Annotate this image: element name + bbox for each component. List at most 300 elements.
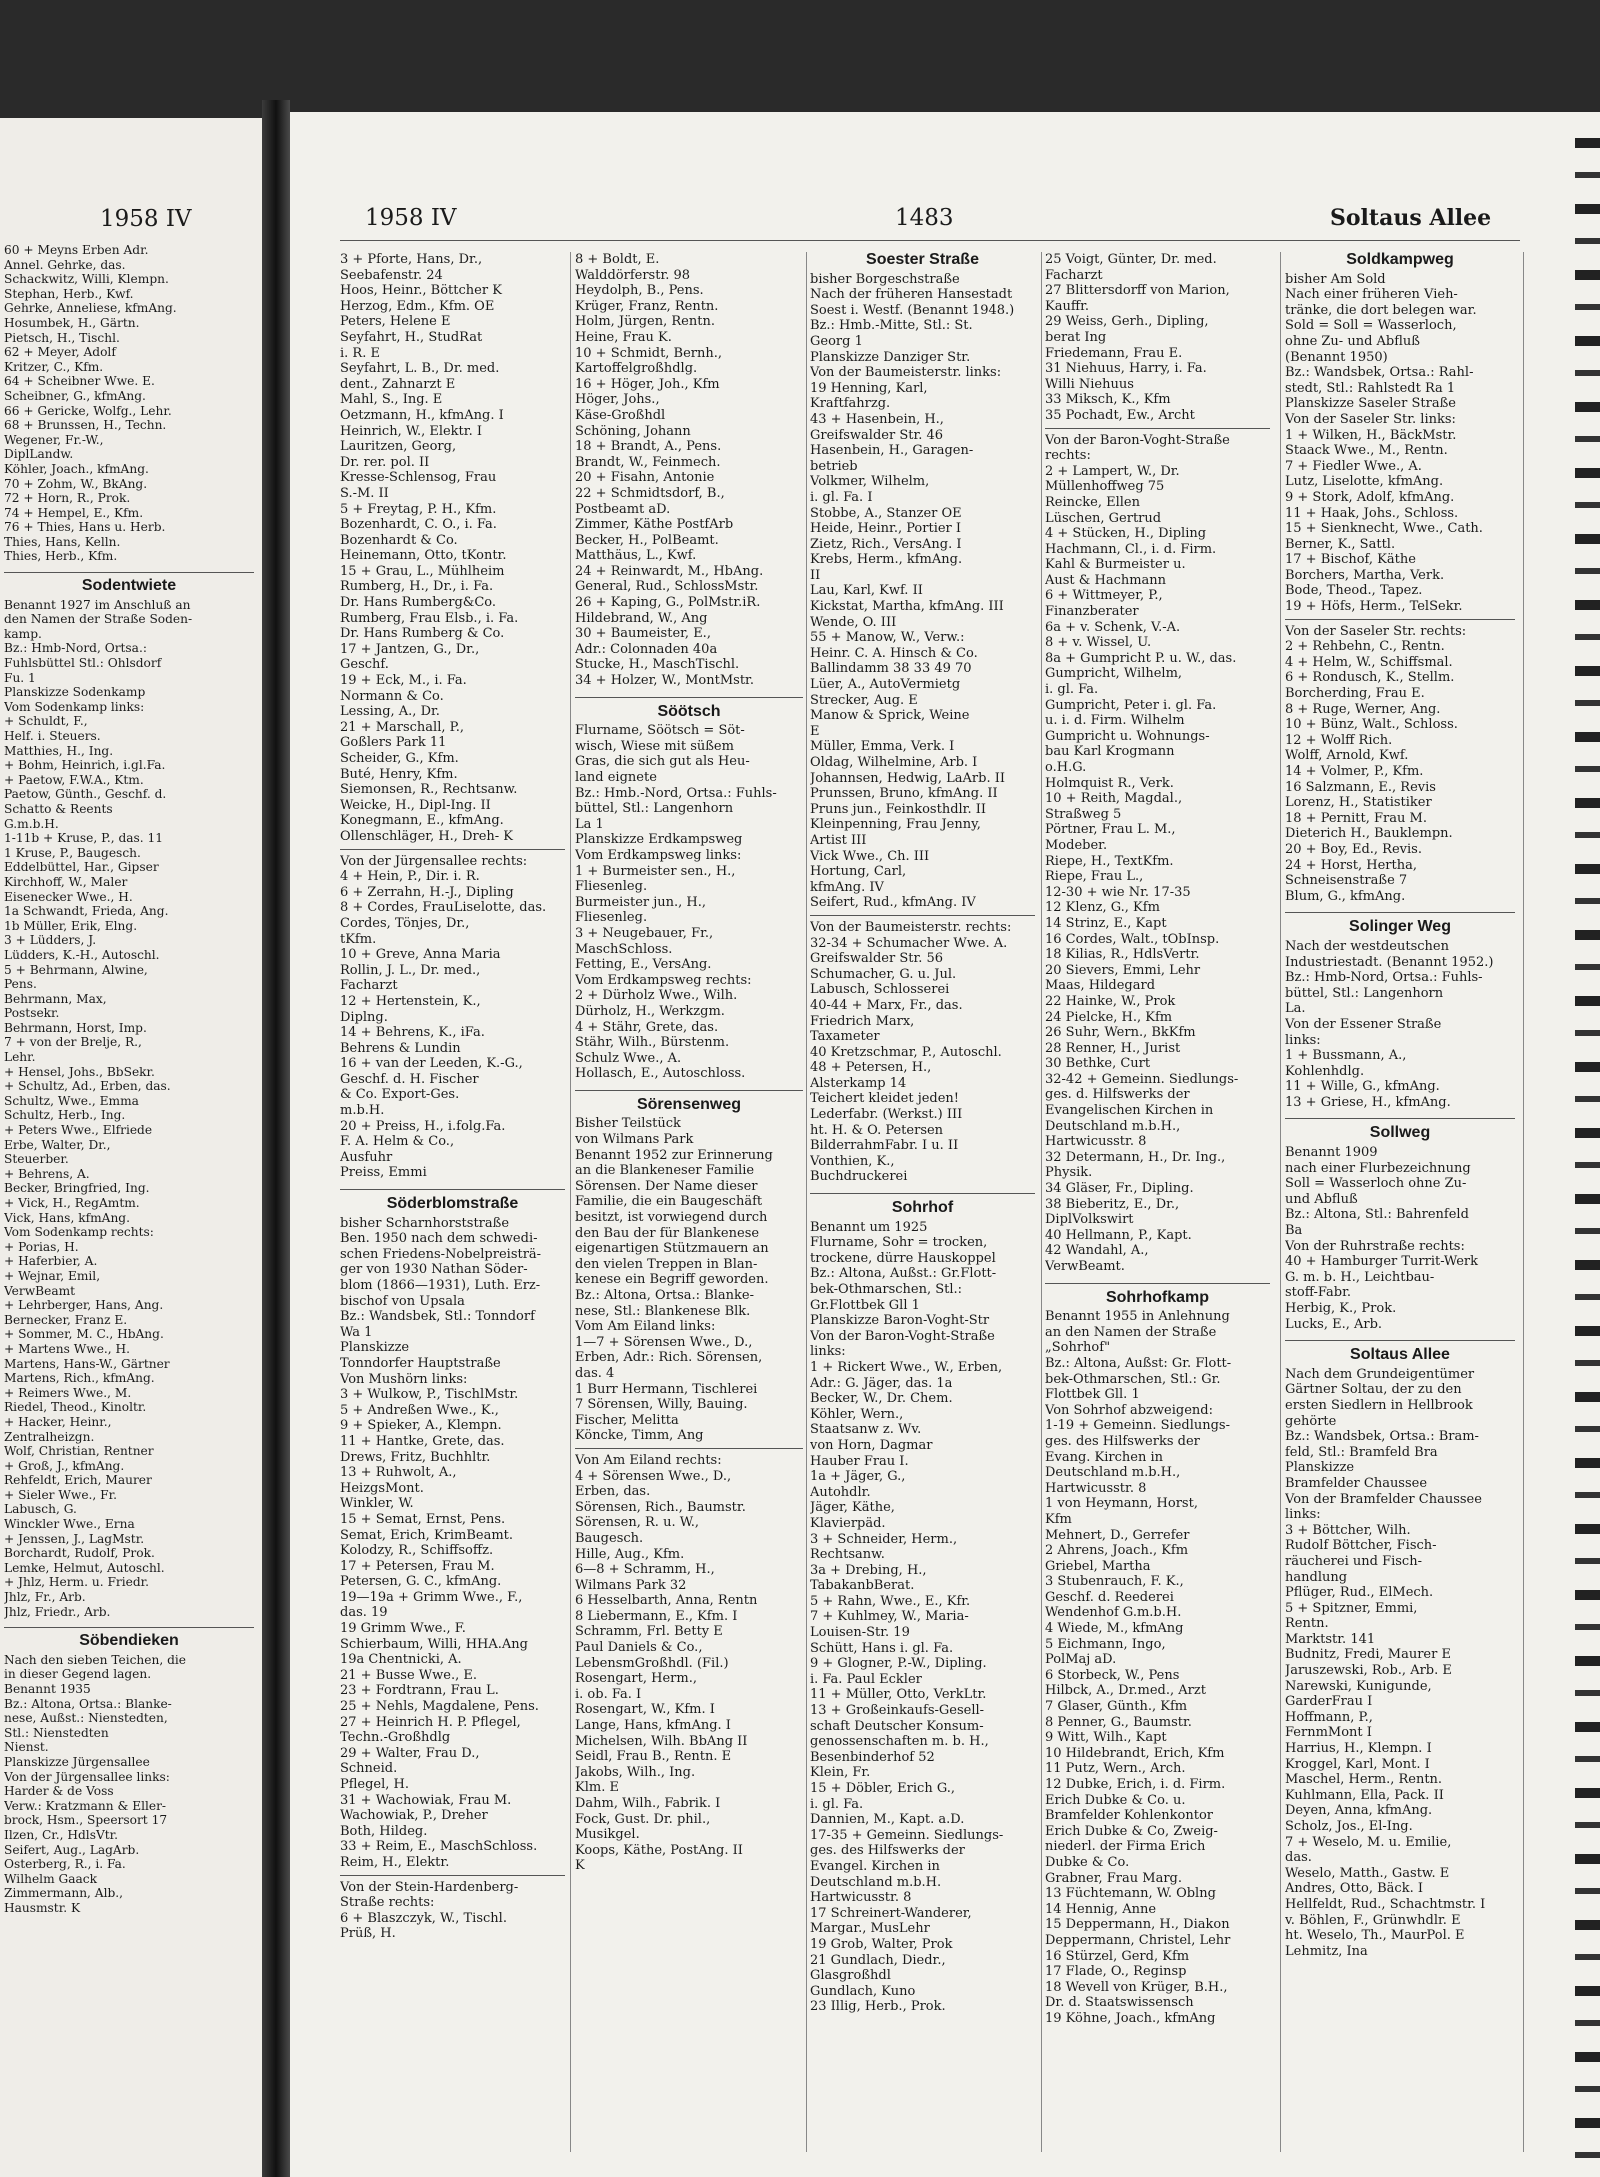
directory-entry: nese, Außst.: Nienstedten,	[4, 1711, 168, 1726]
directory-entry: Buté, Henry, Kfm.	[340, 766, 458, 782]
directory-entry: Holmquist R., Verk.	[1045, 775, 1174, 791]
directory-entry: 6 + Rondusch, K., Stellm.	[1285, 670, 1455, 686]
directory-entry: 15 Deppermann, H., Diakon	[1045, 1917, 1230, 1933]
directory-entry: Von der Baron-Voght-Straße	[1045, 432, 1230, 448]
directory-entry: 1a + Jäger, G.,	[810, 1469, 906, 1485]
street-heading: Soester Straße	[866, 252, 979, 268]
directory-entry: 1 + Rickert Wwe., W., Erben,	[810, 1359, 1003, 1375]
directory-entry: Deppermann, Christel, Lehr	[1045, 1932, 1231, 1948]
directory-entry: und Abfluß	[1285, 1191, 1358, 1207]
directory-entry: Mahl, S., Ing. E	[340, 392, 443, 408]
directory-entry: 12 Klenz, G., Kfm	[1045, 900, 1160, 916]
directory-entry: Semat, Erich, KrimBeamt.	[340, 1527, 514, 1543]
directory-entry: + Reimers Wwe., M.	[4, 1385, 132, 1400]
directory-entry: MaschSchloss.	[575, 941, 673, 957]
directory-entry: 16 + van der Leeden, K.-G.,	[340, 1056, 523, 1072]
directory-entry: Lüschen, Gertrud	[1045, 510, 1162, 526]
directory-entry: ersten Siedlern in Hellbrook	[1285, 1397, 1473, 1413]
directory-entry: Von der Ruhrstraße rechts:	[1285, 1238, 1465, 1254]
directory-entry: Vom Erdkampsweg links:	[575, 847, 742, 863]
directory-entry: i. gl. Fa.	[1045, 682, 1099, 698]
directory-entry: 1 von Heymann, Horst,	[1045, 1496, 1198, 1512]
directory-entry: Dubke & Co.	[1045, 1854, 1130, 1870]
directory-entry: Vick Wwe., Ch. III	[810, 848, 930, 864]
directory-entry: Greifswalder Str. 56	[810, 951, 944, 967]
directory-entry: Seyfahrt, L. B., Dr. med.	[340, 361, 500, 377]
directory-entry: Becker, W., Dr. Chem.	[810, 1391, 953, 1407]
directory-entry: Marktstr. 141	[1285, 1631, 1376, 1647]
directory-entry: Martens, Rich., kfmAng.	[4, 1371, 155, 1386]
directory-entry: Von Sohrhof abzweigend:	[1045, 1402, 1213, 1418]
directory-entry: bisher Am Sold	[1285, 271, 1386, 287]
directory-entry: Zimmer, Käthe PostfArb	[575, 517, 734, 533]
directory-entry: Bramfelder Chaussee	[1285, 1475, 1428, 1491]
directory-entry: Normann & Co.	[340, 688, 444, 704]
directory-entry: land eignete	[575, 770, 657, 785]
directory-entry: Kahl & Burmeister u.	[1045, 557, 1186, 573]
directory-entry: 8 + Cordes, FrauLiselotte, das.	[340, 900, 547, 916]
directory-entry: Köhler, Wern.,	[810, 1406, 904, 1422]
directory-entry: Fu. 1	[4, 670, 36, 685]
directory-entry: 38 Bieberitz, E., Dr.,	[1045, 1196, 1180, 1212]
directory-entry: Krebs, Herm., kfmAng.	[810, 552, 963, 568]
street-heading: Sörensenweg	[575, 1090, 803, 1113]
directory-entry: 16 Cordes, Walt., tObInsp.	[1045, 931, 1220, 947]
directory-entry: 9 Witt, Wilh., Kapt	[1045, 1730, 1167, 1746]
directory-entry: in dieser Gegend lagen.	[4, 1667, 152, 1682]
directory-entry: m.b.H.	[340, 1103, 385, 1119]
directory-entry: besitzt, ist vorwiegend durch	[575, 1210, 768, 1226]
directory-entry: 17 + Bischof, Käthe	[1285, 552, 1416, 568]
directory-entry: Oldag, Wilhelmine, Arb. I	[810, 755, 978, 770]
directory-entry: Soest i. Westf. (Benannt 1948.)	[810, 302, 1015, 318]
directory-entry: Adr.: Colonnaden 40a	[575, 641, 718, 657]
directory-entry: Postbeamt aD.	[575, 501, 671, 517]
directory-entry: 1-11b + Kruse, P., das. 11	[4, 831, 164, 846]
directory-entry: 19a Chentnicki, A.	[340, 1652, 462, 1668]
directory-entry: Geschf. d. Reederei	[1045, 1589, 1174, 1605]
directory-entry: 18 + Brandt, A., Pens.	[575, 439, 722, 455]
directory-entry: Nach der westdeutschen	[1285, 938, 1449, 954]
column-divider	[1523, 252, 1524, 2152]
directory-entry: Klavierpäd.	[810, 1515, 886, 1531]
directory-entry: bisher Borgeschstraße	[810, 271, 960, 287]
directory-entry: Planskizze	[1285, 1460, 1355, 1476]
directory-entry: 24 + Reinwardt, M., HbAng.	[575, 563, 764, 579]
directory-entry: Wa 1	[340, 1324, 373, 1340]
directory-entry: 31 + Wachowiak, Frau M.	[340, 1792, 512, 1808]
directory-entry: Zentralheizgn.	[4, 1429, 95, 1444]
directory-entry: Hartwicusstr. 8	[1045, 1480, 1147, 1496]
directory-entry: Gärtner Soltau, der zu den	[1285, 1382, 1462, 1398]
directory-entry: Lüer, A., AutoVermietg	[810, 677, 961, 693]
directory-entry: ges. des Hilfswerks der	[810, 1843, 965, 1859]
directory-entry: 15 + Grau, L., Mühlheim	[340, 563, 505, 579]
directory-entry: Bz.: Altona, Außst.: Gr.Flott-	[810, 1266, 997, 1282]
directory-entry: Fetting, E., VersAng.	[575, 957, 712, 973]
directory-entry: 14 Strinz, E., Kapt	[1045, 915, 1167, 931]
directory-entry: Von der Baumeisterstr. links:	[810, 365, 1002, 381]
directory-entry: Rosengart, Herm.,	[575, 1671, 697, 1687]
directory-entry: Pruns jun., Feinkosthdlr. II	[810, 801, 986, 817]
directory-entry: + Wejnar, Emil,	[4, 1268, 101, 1283]
directory-entry: Herbig, K., Prok.	[1285, 1301, 1397, 1316]
directory-entry: bau Karl Krogmann	[1045, 744, 1175, 760]
directory-entry: + Schultz, Ad., Erben, das.	[4, 1079, 171, 1094]
directory-entry: 6 Hesselbarth, Anna, Rentn	[575, 1593, 758, 1609]
directory-entry: + Martens Wwe., H.	[4, 1341, 131, 1356]
directory-entry: Greifswalder Str. 46	[810, 427, 944, 443]
directory-entry: 8 + Boldt, E.	[575, 252, 660, 267]
directory-entry: Willi Niehuus	[1045, 376, 1134, 392]
directory-entry: Benannt um 1925	[810, 1219, 928, 1235]
directory-entry: Lauritzen, Georg,	[340, 439, 457, 455]
directory-entry: Ballindamm 38 33 49 70	[810, 661, 972, 677]
directory-entry: 72 + Horn, R., Prok.	[4, 491, 131, 506]
directory-entry: Facharzt	[340, 978, 398, 994]
directory-entry: Hellfeldt, Rud., Schachtmstr. I	[1285, 1896, 1486, 1912]
directory-entry: Schumacher, G. u. Jul.	[810, 966, 957, 982]
directory-entry: Vick, Hans, kfmAng.	[4, 1210, 130, 1225]
directory-entry: Volkmer, Wilhelm,	[810, 474, 930, 490]
directory-entry: 4 + Hein, P., Dir. i. R.	[340, 869, 480, 885]
directory-entry: DiplLandw.	[4, 447, 74, 462]
directory-entry: Bz.: Altona, Außst: Gr. Flott-	[1045, 1355, 1232, 1371]
directory-entry: 22 Hainke, W., Prok	[1045, 993, 1176, 1009]
directory-entry: niederl. der Firma Erich	[1045, 1839, 1206, 1855]
main-page	[290, 112, 1600, 2177]
directory-entry: Lucks, E., Arb.	[1285, 1316, 1383, 1332]
directory-entry: Kartoffelgroßhdlg.	[575, 361, 698, 377]
directory-entry: Dr. rer. pol. II	[340, 454, 430, 470]
directory-entry: 11 + Haak, Johs., Schloss.	[1285, 505, 1459, 521]
directory-entry: 10 + Reith, Magdal.,	[1045, 791, 1183, 807]
directory-entry: Benannt 1935	[4, 1682, 91, 1696]
directory-entry: Winckler Wwe., Erna	[4, 1517, 135, 1532]
directory-entry: 7 + Fiedler Wwe., A.	[1285, 458, 1422, 474]
directory-entry: 6a + v. Schenk, V.-A.	[1045, 619, 1181, 635]
directory-entry: E	[810, 723, 820, 739]
directory-entry: 11 Putz, Wern., Arch.	[1045, 1761, 1186, 1777]
directory-entry: Planskizze Erdkampsweg	[575, 832, 743, 848]
directory-column-3	[810, 252, 1035, 2015]
directory-entry: schaft Deutscher Konsum-	[810, 1718, 984, 1734]
directory-entry: Borchardt, Rudolf, Prok.	[4, 1546, 155, 1561]
directory-entry: tränke, die dort belegen war.	[1285, 302, 1477, 318]
directory-entry: 21 + Busse Wwe., E.	[340, 1667, 477, 1683]
directory-entry: Steuerber.	[4, 1152, 69, 1167]
directory-entry: Seifert, Aug., LagArb.	[4, 1842, 140, 1857]
directory-entry: 34 + Holzer, W., MontMstr.	[575, 673, 754, 689]
column-divider	[1041, 252, 1042, 2152]
directory-entry: Gumpricht, Wilhelm,	[1045, 666, 1183, 682]
street-heading: Sohrhofkamp	[1045, 1283, 1270, 1306]
directory-entry: 27 + Heinrich H. P. Pflegel,	[340, 1714, 521, 1730]
directory-entry: 1 Burr Hermann, Tischlerei	[575, 1381, 758, 1397]
directory-entry: bischof von Upsala	[340, 1293, 465, 1309]
directory-entry: 17 + Jantzen, G., Dr.,	[340, 641, 480, 657]
directory-column-1	[340, 252, 565, 1942]
directory-entry: 9 + Stork, Adolf, kfmAng.	[1285, 489, 1455, 505]
directory-entry: Bozenhardt, C. O., i. Fa.	[340, 517, 497, 533]
directory-entry: Staatsanw z. Wv.	[810, 1422, 922, 1438]
directory-entry: Hartwicusstr. 8	[810, 1890, 912, 1906]
directory-entry: 12 + Wolff Rich.	[1285, 732, 1393, 748]
directory-entry: Matthies, H., Ing.	[4, 743, 114, 758]
directory-entry: den Bau der für Blankenese	[575, 1225, 760, 1241]
directory-entry: 5 + Freytag, P. H., Kfm.	[340, 501, 497, 517]
directory-entry: Wilhelm Gaack	[4, 1871, 97, 1886]
directory-entry: Riedel, Theod., Kinoltr.	[4, 1400, 147, 1415]
directory-entry: Planskizze Jürgensallee	[4, 1754, 150, 1769]
directory-entry: Flurname, Söötsch = Söt-	[575, 723, 745, 739]
directory-entry: Ba	[1285, 1223, 1303, 1239]
directory-entry: Kresse-Schlensog, Frau	[340, 470, 497, 486]
directory-entry: 22 + Schmidtsdorf, B.,	[575, 485, 725, 501]
directory-entry: 2 + Lampert, W., Dr.	[1045, 463, 1180, 479]
directory-entry: 19 + Höfs, Herm., TelSekr.	[1285, 599, 1463, 615]
directory-entry: 66 + Gericke, Wolfg., Lehr.	[4, 403, 172, 418]
directory-entry: Bz.: Hmb-Nord, Ortsa.:	[4, 641, 147, 656]
directory-entry: + Bohm, Heinrich, i.gl.Fa.	[4, 758, 166, 773]
directory-entry: Peters, Helene E	[340, 314, 451, 330]
directory-entry: Behrmann, Horst, Imp.	[4, 1020, 147, 1035]
directory-entry: Techn.-Großhdlg	[340, 1730, 451, 1746]
directory-entry: 27 Blittersdorff von Marion,	[1045, 283, 1230, 299]
directory-entry: 26 + Kaping, G., PolMstr.iR.	[575, 595, 761, 611]
directory-entry: Lemke, Helmut, Autoschl.	[4, 1560, 165, 1575]
directory-entry: Kleinpenning, Frau Jenny,	[810, 817, 981, 833]
directory-entry: Stobbe, A., Stanzer OE	[810, 505, 962, 521]
directory-entry: Schneisenstraße 7	[1285, 873, 1408, 889]
directory-entry: Evang. Kirchen in	[1045, 1449, 1164, 1465]
directory-entry: Tonndorfer Hauptstraße	[340, 1355, 501, 1371]
directory-entry: Burmeister jun., H.,	[575, 894, 707, 910]
directory-entry: 18 Wevell von Krüger, B.H.,	[1045, 1979, 1228, 1995]
directory-entry: 2 + Rehbehn, C., Rentn.	[1285, 639, 1445, 655]
directory-entry: Bisher Teilstück	[575, 1116, 681, 1132]
directory-entry: 68 + Brunssen, H., Techn.	[4, 418, 167, 433]
directory-entry: Hasenbein, H., Garagen-	[810, 443, 974, 459]
directory-entry: Grabner, Frau Marg.	[1045, 1870, 1183, 1886]
directory-entry: Vonthien, K.,	[810, 1153, 895, 1169]
directory-entry: 11 + Wille, G., kfmAng.	[1285, 1079, 1440, 1095]
directory-entry: Jaruszewski, Rob., Arb. E	[1285, 1663, 1452, 1679]
directory-entry: Artist III	[810, 832, 867, 848]
directory-entry: Krüger, Franz, Rentn.	[575, 298, 719, 314]
directory-entry: 55 + Manow, W., Verw.:	[810, 630, 965, 646]
directory-entry: Blum, G., kfmAng.	[1285, 888, 1406, 904]
directory-entry: Soll = Wasserloch ohne Zu-	[1285, 1176, 1467, 1192]
directory-entry: Physik.	[1045, 1165, 1093, 1181]
directory-entry: 70 + Zohm, W., BkAng.	[4, 476, 148, 491]
directory-entry: 1a Schwandt, Frieda, Ang.	[4, 904, 169, 919]
directory-entry: 7 Glaser, Günth., Kfm	[1045, 1699, 1188, 1715]
directory-entry: 64 + Scheibner Wwe. E.	[4, 374, 155, 389]
directory-entry: Straßweg 5	[1045, 806, 1122, 822]
directory-entry: Kohlenhdlg.	[1285, 1063, 1365, 1079]
directory-entry: ges. d. Hilfswerks der	[1045, 1087, 1190, 1103]
directory-entry: Bz.: Wandsbek, Stl.: Tonndorf	[340, 1309, 535, 1325]
directory-entry: 30 + Baumeister, E.,	[575, 626, 711, 642]
directory-entry: Erbe, Walter, Dr.,	[4, 1137, 111, 1152]
directory-entry: Finanzberater	[1045, 604, 1139, 620]
directory-entry: Heydolph, B., Pens.	[575, 283, 704, 299]
directory-entry: Lederfabr. (Werkst.) III	[810, 1107, 963, 1123]
directory-entry: „Sohrhof"	[1045, 1340, 1111, 1356]
directory-entry: Siemonsen, R., Rechtsanw.	[340, 782, 518, 798]
directory-column-4	[1045, 252, 1270, 2027]
directory-entry: Jakobs, Wilh., Ing.	[575, 1764, 696, 1780]
directory-entry: ges. des Hilfswerks der	[1045, 1433, 1200, 1449]
directory-entry: nese, Stl.: Blankenese Blk.	[575, 1303, 751, 1319]
directory-entry: 43 + Hasenbein, H.,	[810, 411, 944, 427]
directory-entry: 5 + Behrmann, Alwine,	[4, 962, 148, 977]
directory-entry: Nienst.	[4, 1740, 49, 1755]
directory-entry: ht. Weselo, Th., MaurPol. E	[1285, 1928, 1465, 1944]
directory-entry: Kauffr.	[1045, 298, 1089, 314]
directory-entry: Goßlers Park 11	[340, 735, 447, 751]
directory-entry: Erben, Adr.: Rich. Sörensen,	[575, 1350, 763, 1366]
column-divider	[570, 252, 571, 2152]
directory-entry: Geschf.	[340, 657, 389, 673]
directory-entry: Baugesch.	[575, 1530, 644, 1546]
directory-entry: Ollenschläger, H., Dreh- K	[340, 828, 514, 844]
directory-entry: 3a + Drebing, H.,	[810, 1562, 927, 1578]
directory-entry: + Behrens, A.	[4, 1166, 90, 1181]
directory-entry: 19—19a + Grimm Wwe., F.,	[340, 1589, 523, 1605]
directory-entry: Benannt 1909	[1285, 1145, 1378, 1161]
running-head: Soltaus Allee	[1330, 205, 1492, 231]
directory-entry: Deutschland m.b.H.,	[1045, 1465, 1181, 1481]
directory-entry: + Lehrberger, Hans, Ang.	[4, 1298, 164, 1313]
directory-entry: Diplng.	[340, 1009, 388, 1025]
directory-entry: Ben. 1950 nach dem schwedi-	[340, 1231, 538, 1247]
directory-entry: Osterberg, R., i. Fa.	[4, 1857, 126, 1872]
directory-entry: Aust & Hachmann	[1045, 572, 1167, 588]
directory-entry: 14 Hennig, Anne	[1045, 1901, 1157, 1917]
directory-entry: Thies, Hans, Kelln.	[4, 534, 121, 549]
directory-entry: + Jhlz, Herm. u. Friedr.	[4, 1575, 150, 1590]
directory-entry: Von der Jürgensallee links:	[4, 1769, 170, 1784]
directory-entry: Bz.: Wandsbek, Ortsa.: Bram-	[1285, 1429, 1479, 1445]
directory-entry: Stähr, Wilh., Bürstenm.	[575, 1035, 730, 1051]
directory-entry: Annel. Gehrke, das.	[4, 257, 126, 272]
directory-entry: 12-30 + wie Nr. 17-35	[1045, 884, 1191, 900]
directory-entry: 8 + Ruge, Werner, Ang.	[1285, 701, 1441, 717]
directory-entry: Berner, K., Sattl.	[1285, 536, 1396, 552]
directory-entry: Kirchhoff, W., Maler	[4, 874, 128, 889]
directory-entry: stedt, Stl.: Rahlstedt Ra 1	[1285, 380, 1456, 396]
directory-entry: Margar., MusLehr	[810, 1921, 930, 1937]
directory-entry: Schöning, Johann	[575, 423, 691, 439]
directory-entry: 7 + Kuhlmey, W., Maria-	[810, 1609, 969, 1625]
directory-entry: G.m.b.H.	[4, 816, 59, 831]
directory-entry: 40 Kretzschmar, P., Autoschl.	[810, 1044, 1002, 1060]
directory-entry: 4 + Sörensen Wwe., D.,	[575, 1468, 732, 1484]
directory-entry: kamp.	[4, 626, 42, 641]
directory-entry: Narewski, Kunigunde,	[1285, 1678, 1432, 1694]
directory-entry: Sörensen. Der Name dieser	[575, 1178, 758, 1194]
directory-entry: Scheider, G., Kfm.	[340, 751, 459, 766]
directory-entry: ger von 1930 Nathan Söder-	[340, 1262, 528, 1278]
directory-entry: 42 Wandahl, A.,	[1045, 1243, 1149, 1259]
street-heading: Soldkampweg	[1346, 252, 1454, 268]
directory-entry: o.H.G.	[1045, 760, 1087, 775]
directory-entry: 3 + Böttcher, Wilh.	[1285, 1522, 1411, 1538]
directory-entry: Dr. d. Staatswissensch	[1045, 1995, 1194, 2011]
directory-entry: betrieb	[810, 458, 858, 474]
directory-entry: La 1	[575, 816, 604, 832]
directory-entry: Sörensen, R. u. W.,	[575, 1515, 700, 1531]
directory-entry: Rumberg, H., Dr., i. Fa.	[340, 579, 494, 595]
street-heading: Sodentwiete	[4, 572, 254, 594]
directory-entry: Wegener, Fr.-W.,	[4, 432, 104, 447]
book-gutter	[262, 100, 290, 2177]
directory-entry: 17 Schreinert-Wanderer,	[810, 1905, 972, 1921]
directory-entry: 1—7 + Sörensen Wwe., D.,	[575, 1334, 753, 1350]
directory-entry: Nach der früheren Hansestadt	[810, 287, 1013, 303]
directory-entry: Hauber Frau I.	[810, 1453, 909, 1469]
directory-entry: Erich Dubke & Co. u.	[1045, 1792, 1186, 1808]
street-heading: Soltaus Allee	[1285, 1340, 1515, 1363]
directory-entry: 1-19 + Gemeinn. Siedlungs-	[1045, 1418, 1230, 1434]
directory-entry: Höger, Johs.,	[575, 392, 660, 408]
directory-entry: Kroggel, Karl, Mont. I	[1285, 1756, 1430, 1772]
directory-entry: Flottbek Gll. 1	[1045, 1387, 1140, 1403]
directory-entry: Oetzmann, H., kfmAng. I	[340, 407, 504, 423]
directory-entry: 8 + v. Wissel, U.	[1045, 635, 1152, 651]
directory-entry: 16 Salzmann, E., Revis	[1285, 779, 1436, 795]
directory-entry: 40 Hellmann, P., Kapt.	[1045, 1227, 1192, 1243]
directory-entry: 4 + Stücken, H., Dipling	[1045, 526, 1207, 542]
directory-entry: feld, Stl.: Bramfeld Bra	[1285, 1444, 1438, 1460]
directory-entry: Heinemann, Otto, tKontr.	[340, 548, 507, 564]
directory-entry: Borchers, Martha, Verk.	[1285, 567, 1445, 583]
directory-entry: Müller, Emma, Verk. I	[810, 739, 955, 755]
directory-entry: 11 + Müller, Otto, VerkLtr.	[810, 1687, 987, 1703]
directory-entry: 32-34 + Schumacher Wwe. A.	[810, 935, 1008, 951]
directory-entry: 14 + Volmer, P., Kfm.	[1285, 764, 1424, 779]
directory-entry: Rudolf Böttcher, Fisch-	[1285, 1538, 1437, 1554]
directory-entry: 10 Hildebrandt, Erich, Kfm	[1045, 1745, 1225, 1761]
directory-entry: 24 + Horst, Hertha,	[1285, 857, 1417, 873]
directory-entry: Rollin, J. L., Dr. med.,	[340, 962, 481, 978]
directory-entry: Harder & de Voss	[4, 1784, 114, 1799]
directory-entry: Sold = Soll = Wasserloch,	[1285, 318, 1457, 334]
directory-entry: Brandt, W., Feinmech.	[575, 454, 721, 470]
directory-entry: S.-M. II	[340, 485, 389, 501]
directory-entry: Gras, die sich gut als Heu-	[575, 754, 750, 770]
directory-entry: Eddelbüttel, Har., Gipser	[4, 860, 159, 875]
directory-entry: Wilmans Park 32	[575, 1577, 687, 1593]
directory-entry: 10 + Greve, Anna Maria	[340, 947, 501, 963]
directory-entry: 9 + Glogner, P.-W., Dipling.	[810, 1656, 987, 1672]
directory-entry: 4 + Stähr, Grete, das.	[575, 1019, 719, 1035]
directory-entry: links:	[1285, 1507, 1321, 1523]
directory-entry: 19 Köhne, Joach., kfmAng	[1045, 2010, 1216, 2026]
street-heading: Söötsch	[575, 697, 803, 720]
directory-entry: Vom Sodenkamp links:	[4, 699, 145, 714]
directory-entry: 3 + Neugebauer, Fr.,	[575, 925, 714, 941]
directory-entry: Ilzen, Cr., HdlsVtr.	[4, 1827, 119, 1842]
directory-entry: Heinrich, W., Elektr. I	[340, 423, 482, 439]
directory-entry: ht. H. & O. Petersen	[810, 1122, 944, 1138]
directory-entry: Friedrich Marx,	[810, 1013, 915, 1029]
directory-entry: 2 + Dürholz Wwe., Wilh.	[575, 988, 738, 1004]
directory-entry: Schackwitz, Willi, Klempn.	[4, 272, 169, 287]
directory-entry: Borcherding, Frau E.	[1285, 686, 1425, 702]
